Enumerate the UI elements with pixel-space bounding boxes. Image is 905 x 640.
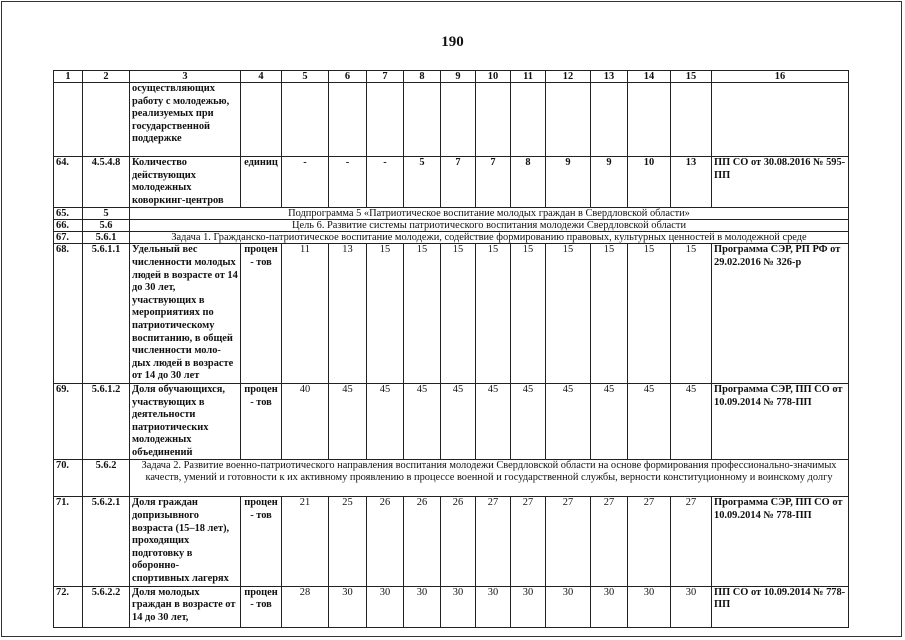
row-code: 5.6.2 bbox=[83, 460, 130, 497]
value-cell: 30 bbox=[404, 586, 441, 627]
table-row bbox=[54, 244, 849, 384]
section-row bbox=[54, 220, 849, 232]
row-code: 4.5.4.8 bbox=[83, 157, 130, 208]
value-cell: 15 bbox=[628, 244, 671, 384]
section-title: Подпрограмма 5 «Патриотическое воспитание молодых граждан в Свердловской области» bbox=[130, 208, 849, 220]
row-code: 5.6.1.2 bbox=[83, 383, 130, 460]
value-cell: 30 bbox=[546, 586, 591, 627]
table-row bbox=[54, 383, 849, 460]
row-code: 5.6 bbox=[83, 220, 130, 232]
value-cell: 26 bbox=[404, 497, 441, 586]
table-row bbox=[54, 157, 849, 208]
value-cell: 7 bbox=[476, 157, 511, 208]
value-cell: 45 bbox=[367, 383, 404, 460]
header-row bbox=[54, 71, 849, 83]
unit: единиц bbox=[241, 157, 282, 208]
value-cell: 30 bbox=[511, 586, 546, 627]
value-cell: - bbox=[282, 157, 329, 208]
column-header: 13 bbox=[591, 71, 628, 83]
value-cell: 5 bbox=[404, 157, 441, 208]
value-cell: 30 bbox=[628, 586, 671, 627]
source-cell: Программа СЭР, ПП СО от 10.09.2014 № 778-ПП bbox=[712, 383, 849, 460]
value-cell: 30 bbox=[367, 586, 404, 627]
value-cell: 27 bbox=[628, 497, 671, 586]
section-title: Цель 6. Развитие системы патриотического воспитания молодежи Свердловской области bbox=[130, 220, 849, 232]
value-cell: 15 bbox=[511, 244, 546, 384]
value-cell: 15 bbox=[367, 244, 404, 384]
value-cell: - bbox=[367, 157, 404, 208]
value-cell: 30 bbox=[671, 586, 712, 627]
value-cell: 15 bbox=[404, 244, 441, 384]
value-cell: 13 bbox=[329, 244, 367, 384]
section-row bbox=[54, 232, 849, 244]
column-header: 12 bbox=[546, 71, 591, 83]
value-cell: 15 bbox=[476, 244, 511, 384]
indicator-name: осуществляющих работу с молодежью, реализуемых при государственной поддержке bbox=[130, 83, 241, 157]
column-header: 7 bbox=[367, 71, 404, 83]
value-cell: 27 bbox=[511, 497, 546, 586]
column-header: 15 bbox=[671, 71, 712, 83]
value-cell: 30 bbox=[591, 586, 628, 627]
value-cell: 26 bbox=[367, 497, 404, 586]
row-number: 67. bbox=[54, 232, 83, 244]
table-row bbox=[54, 83, 849, 157]
value-cell: 45 bbox=[404, 383, 441, 460]
value-cell: 45 bbox=[671, 383, 712, 460]
column-header: 16 bbox=[712, 71, 849, 83]
row-code: 5.6.2.2 bbox=[83, 586, 130, 627]
value-cell: 7 bbox=[441, 157, 476, 208]
value-cell: 30 bbox=[329, 586, 367, 627]
column-header: 4 bbox=[241, 71, 282, 83]
column-header: 14 bbox=[628, 71, 671, 83]
value-cell: 45 bbox=[476, 383, 511, 460]
value-cell: 27 bbox=[546, 497, 591, 586]
row-number: 66. bbox=[54, 220, 83, 232]
unit: процен- тов bbox=[241, 244, 282, 384]
column-header: 6 bbox=[329, 71, 367, 83]
value-cell: 25 bbox=[329, 497, 367, 586]
row-number: 70. bbox=[54, 460, 83, 497]
value-cell: 27 bbox=[671, 497, 712, 586]
row-code: 5.6.2.1 bbox=[83, 497, 130, 586]
value-cell: 8 bbox=[511, 157, 546, 208]
row-number: 65. bbox=[54, 208, 83, 220]
section-title: Задача 2. Развитие военно-патриотического направления воспитания молодежи Свердловской области на основе формирования профессионально-значимых качеств, умений и готовности к их активному проявлению в процессе военной и государственной службы, верности конституционному и воинскому долгу bbox=[130, 460, 849, 497]
indicator-name: Удельный вес численности молодых людей в возрасте от 14 до 30 лет, участвующих в мероприятиях по патриотическому воспитанию, в общей численности моло- дых людей в возрасте от 14 до 30 лет bbox=[130, 244, 241, 384]
value-cell: 45 bbox=[329, 383, 367, 460]
indicator-name: Доля граждан допризывного возраста (15–18 лет), проходящих подготовку в оборонно- спортивных лагерях bbox=[130, 497, 241, 586]
section-row bbox=[54, 208, 849, 220]
column-header: 3 bbox=[130, 71, 241, 83]
section-title: Задача 1. Гражданско-патриотическое воспитание молодежи, содействие формированию правовых, культурных ценностей в молодежной среде bbox=[130, 232, 849, 244]
unit: процен- тов bbox=[241, 383, 282, 460]
table-row bbox=[54, 497, 849, 586]
value-cell: 27 bbox=[476, 497, 511, 586]
value-cell: 15 bbox=[671, 244, 712, 384]
source-cell: ПП СО от 10.09.2014 № 778-ПП bbox=[712, 586, 849, 627]
value-cell: 26 bbox=[441, 497, 476, 586]
indicator-name: Доля обучающихся, участвующих в деятельности патриотических молодежных объединений bbox=[130, 383, 241, 460]
row-number: 72. bbox=[54, 586, 83, 627]
value-cell: 45 bbox=[591, 383, 628, 460]
column-header: 9 bbox=[441, 71, 476, 83]
column-header: 11 bbox=[511, 71, 546, 83]
column-header: 2 bbox=[83, 71, 130, 83]
value-cell: 9 bbox=[591, 157, 628, 208]
value-cell: 45 bbox=[546, 383, 591, 460]
column-header: 8 bbox=[404, 71, 441, 83]
value-cell: 30 bbox=[441, 586, 476, 627]
column-header: 5 bbox=[282, 71, 329, 83]
value-cell: - bbox=[329, 157, 367, 208]
row-code: 5 bbox=[83, 208, 130, 220]
value-cell: 15 bbox=[546, 244, 591, 384]
unit: процен- тов bbox=[241, 586, 282, 627]
row-code: 5.6.1 bbox=[83, 232, 130, 244]
unit: процен- тов bbox=[241, 497, 282, 586]
value-cell: 27 bbox=[591, 497, 628, 586]
page-number: 190 bbox=[441, 34, 464, 50]
source-cell: Программа СЭР, РП РФ от 29.02.2016 № 326-р bbox=[712, 244, 849, 384]
column-header: 10 bbox=[476, 71, 511, 83]
source-cell: Программа СЭР, ПП СО от 10.09.2014 № 778-ПП bbox=[712, 497, 849, 586]
column-header: 1 bbox=[54, 71, 83, 83]
row-code: 5.6.1.1 bbox=[83, 244, 130, 384]
value-cell: 10 bbox=[628, 157, 671, 208]
source-cell: ПП СО от 30.08.2016 № 595-ПП bbox=[712, 157, 849, 208]
value-cell: 45 bbox=[441, 383, 476, 460]
value-cell: 45 bbox=[628, 383, 671, 460]
value-cell: 9 bbox=[546, 157, 591, 208]
value-cell: 40 bbox=[282, 383, 329, 460]
section-row bbox=[54, 460, 849, 497]
value-cell: 15 bbox=[441, 244, 476, 384]
indicator-name: Количество действующих молодежных коворкинг-центров bbox=[130, 157, 241, 208]
value-cell: 45 bbox=[511, 383, 546, 460]
value-cell: 28 bbox=[282, 586, 329, 627]
table-row bbox=[54, 586, 849, 627]
row-number: 69. bbox=[54, 383, 83, 460]
value-cell: 11 bbox=[282, 244, 329, 384]
value-cell: 30 bbox=[476, 586, 511, 627]
value-cell: 21 bbox=[282, 497, 329, 586]
row-number: 71. bbox=[54, 497, 83, 586]
indicator-name: Доля молодых граждан в возрасте от 14 до 30 лет, bbox=[130, 586, 241, 627]
row-number: 68. bbox=[54, 244, 83, 384]
value-cell: 13 bbox=[671, 157, 712, 208]
indicators-table bbox=[53, 70, 849, 628]
row-number: 64. bbox=[54, 157, 83, 208]
value-cell: 15 bbox=[591, 244, 628, 384]
